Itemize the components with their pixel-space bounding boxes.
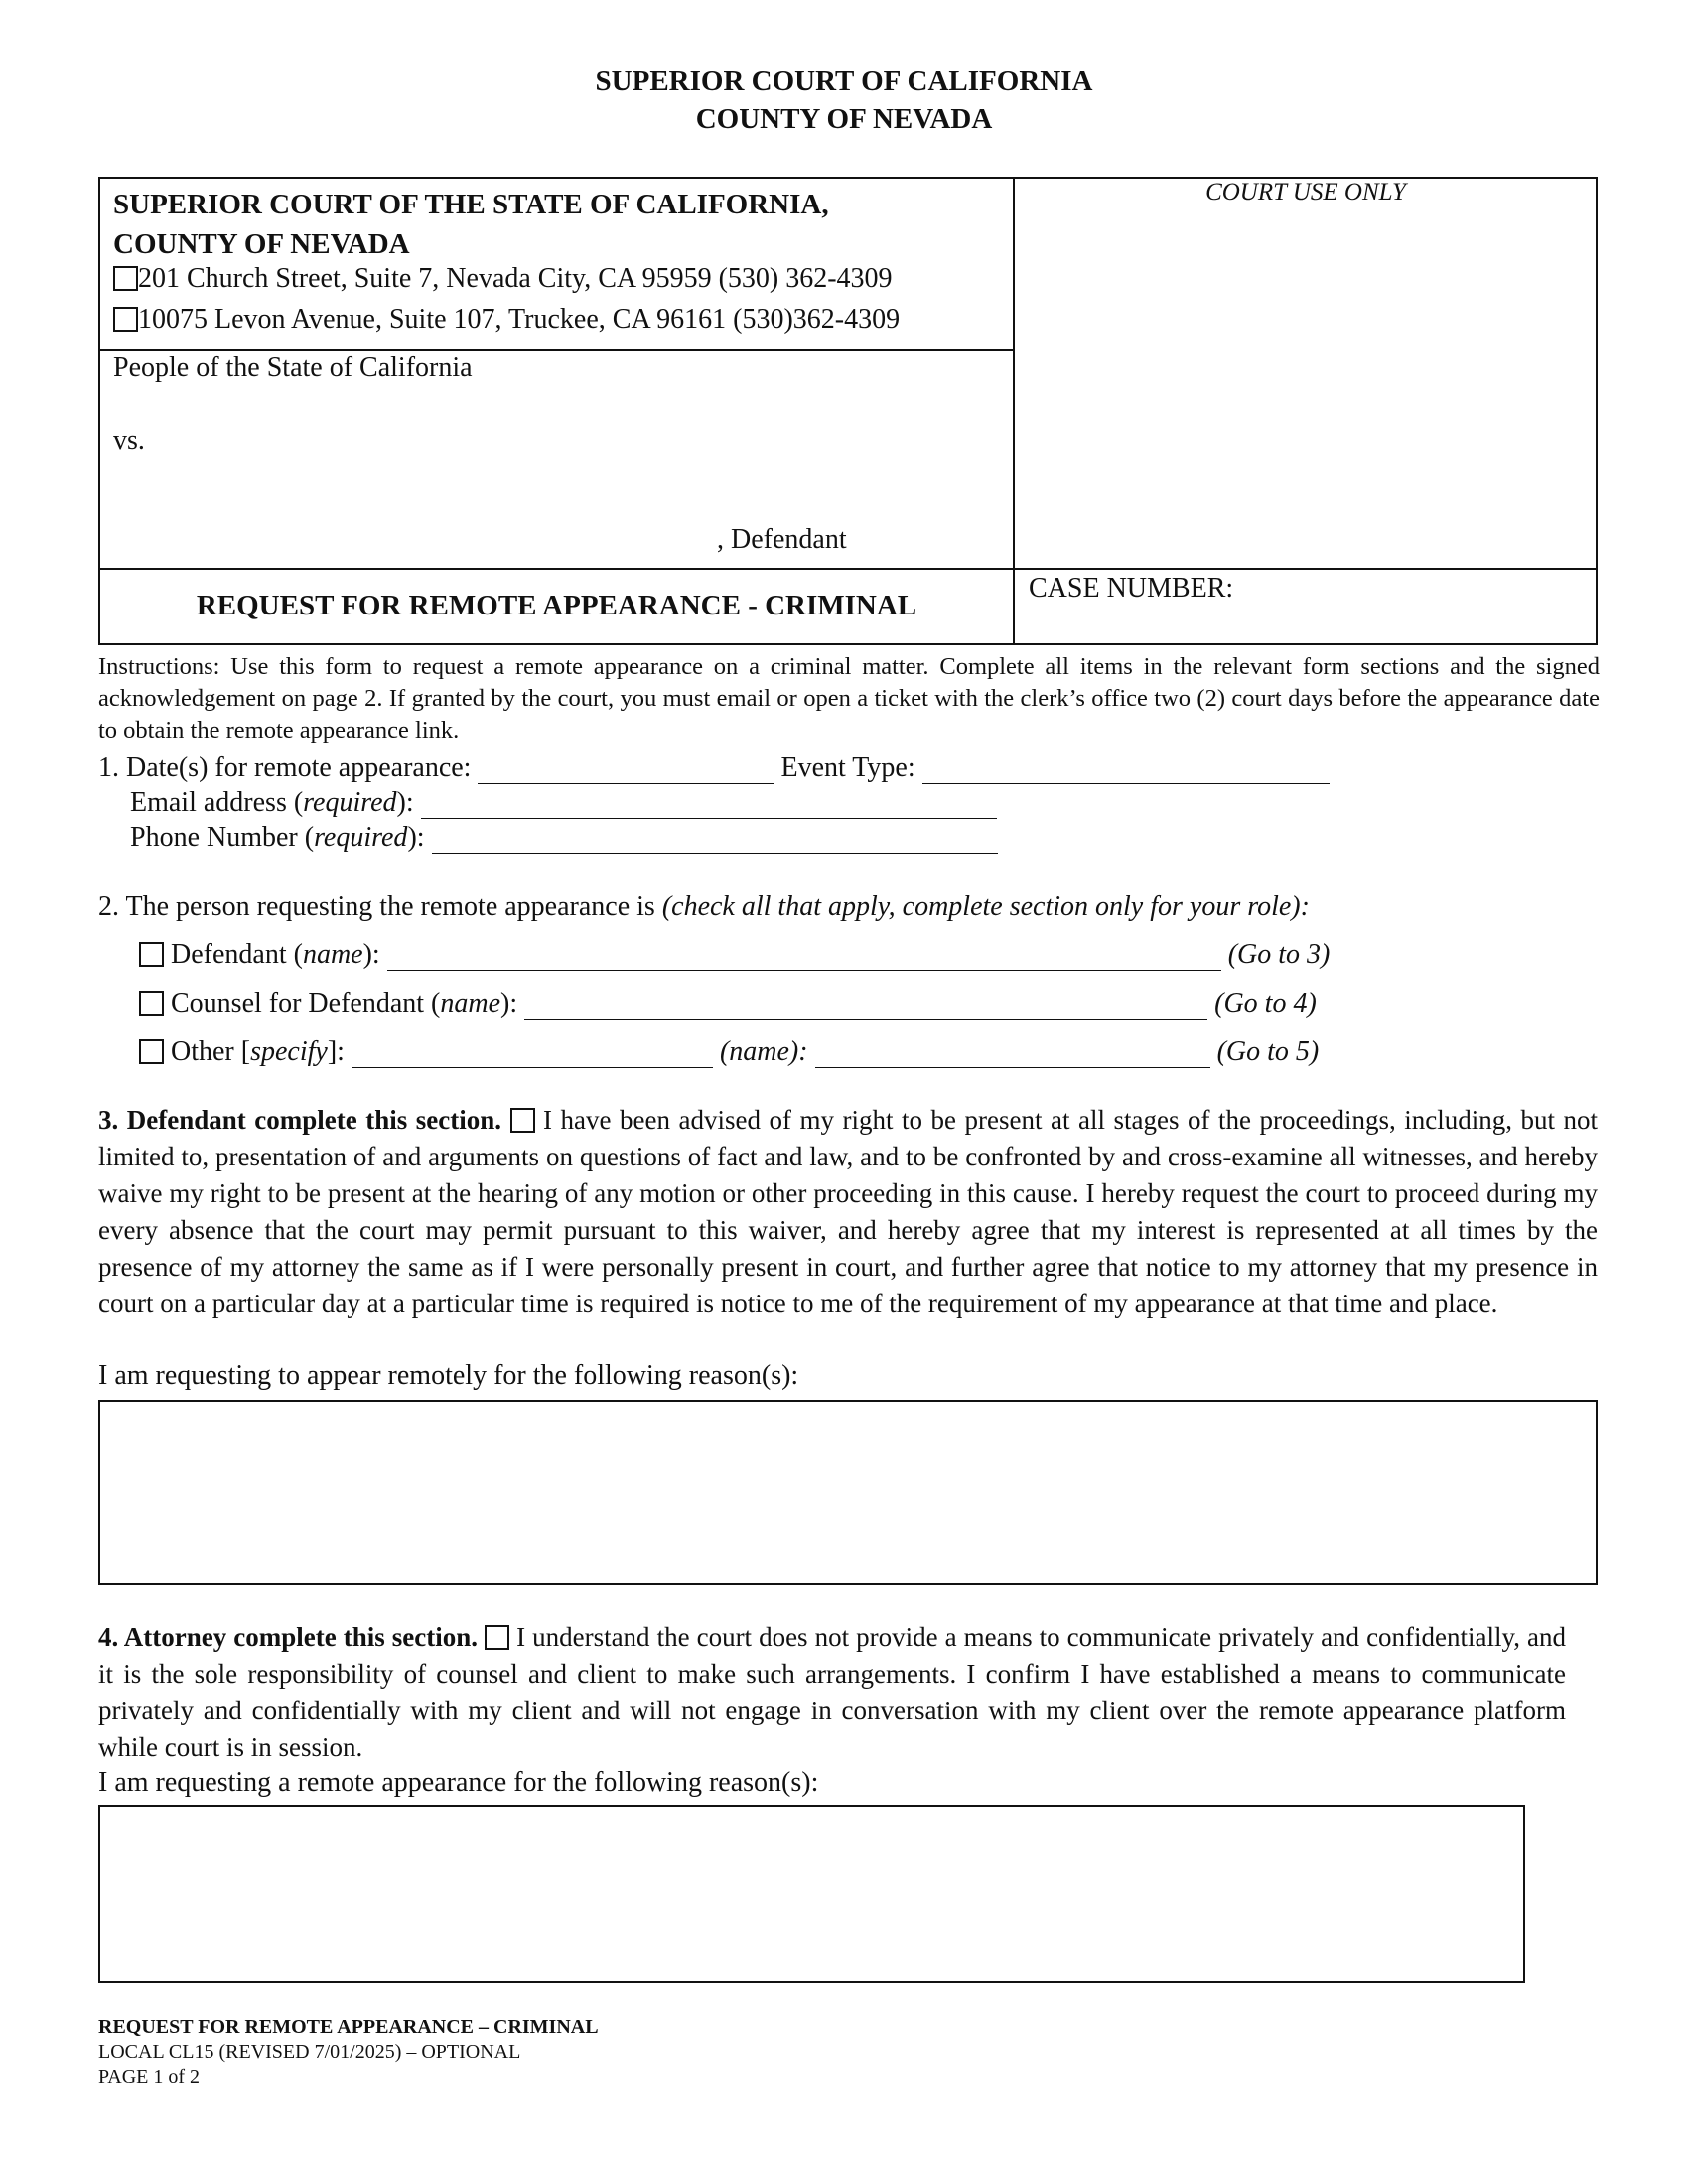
court-use-only-label: COURT USE ONLY	[1205, 179, 1406, 205]
item4-heading: 4. Attorney complete this section.	[98, 1622, 479, 1652]
role-counsel-label: Counsel for Defendant (	[171, 988, 441, 1019]
address-nevada-city: 201 Church Street, Suite 7, Nevada City, CA 95959 (530) 362-4309	[138, 263, 893, 294]
item4-attorney-checkbox[interactable]	[485, 1625, 509, 1650]
role-counsel-goto: (Go to 4)	[1214, 988, 1317, 1019]
role-defendant-checkbox[interactable]	[139, 942, 164, 967]
truckee-checkbox[interactable]	[113, 307, 138, 332]
role-defendant-name-label: name	[302, 939, 363, 970]
caption-court-divider	[98, 349, 1014, 351]
court-name-block	[113, 185, 829, 264]
item3-heading: 3. Defendant complete this section.	[98, 1105, 502, 1135]
role-defendant-label-end: ):	[362, 939, 380, 970]
defendant-suffix: , Defendant	[717, 524, 847, 555]
role-counsel-checkbox[interactable]	[139, 991, 164, 1016]
phone-required: required	[314, 822, 408, 853]
role-counsel-row	[139, 988, 1317, 1020]
role-counsel-name-label: name	[440, 988, 501, 1019]
address-row-nevada-city	[113, 263, 893, 295]
role-other-name-field[interactable]	[815, 1043, 1210, 1068]
item3-waiver-checkbox[interactable]	[510, 1108, 535, 1133]
address-truckee: 10075 Levon Avenue, Suite 107, Truckee, CA 96161 (530)362-4309	[138, 304, 901, 335]
address-row-truckee	[113, 304, 900, 336]
item4-section	[98, 1619, 1566, 1766]
item4-reason-box[interactable]	[98, 1805, 1525, 1983]
court-name-line1: SUPERIOR COURT OF THE STATE OF CALIFORNIA,	[113, 189, 829, 220]
case-number-label: CASE NUMBER:	[1029, 573, 1234, 604]
item3-section	[98, 1102, 1598, 1322]
role-other-specify-field[interactable]	[352, 1043, 713, 1068]
item2-lead	[98, 891, 1310, 923]
item4-reason-label: I am requesting a remote appearance for the following reason(s):	[98, 1767, 819, 1798]
event-type-label: Event Type:	[780, 752, 915, 783]
email-required: required	[303, 787, 397, 818]
caption-vertical-divider	[1013, 177, 1015, 645]
dates-label: 1. Date(s) for remote appearance:	[98, 752, 472, 783]
role-defendant-label: Defendant (	[171, 939, 303, 970]
nevada-city-checkbox[interactable]	[113, 266, 138, 291]
email-label-end: ):	[396, 787, 414, 818]
item3-reason-label: I am requesting to appear remotely for the following reason(s):	[98, 1360, 799, 1391]
item1-dates-row	[98, 752, 1330, 784]
footer-page-number: PAGE 1 of 2	[98, 2066, 201, 2088]
phone-label-end: ):	[407, 822, 425, 853]
event-type-field[interactable]	[922, 759, 1330, 784]
item2-lead-text: 2. The person requesting the remote appearance is	[98, 891, 662, 922]
role-other-label-end: ]:	[327, 1036, 345, 1067]
item3-reason-box[interactable]	[98, 1400, 1598, 1585]
item1-email-row	[130, 787, 997, 819]
role-defendant-goto: (Go to 3)	[1227, 939, 1331, 970]
instructions-text: Instructions: Use this form to request a remote appearance on a criminal matter. Complete all items in the relevant form sections and the signed acknowledgement on page 2. If granted by the court, you must email or open a ticket with the clerk’s office two (2) court days before the appearance date to obtain the remote appearance link.	[98, 653, 1600, 744]
court-name-line2: COUNTY OF NEVADA	[113, 228, 410, 260]
form-title: REQUEST FOR REMOTE APPEARANCE - CRIMINAL	[196, 590, 917, 621]
role-counsel-name-field[interactable]	[524, 995, 1207, 1020]
dates-field[interactable]	[478, 759, 774, 784]
role-other-name-label: (name):	[719, 1036, 808, 1067]
role-other-label: Other [	[171, 1036, 251, 1067]
page-header-line2: COUNTY OF NEVADA	[695, 103, 993, 135]
role-counsel-label-end: ):	[500, 988, 518, 1019]
plaintiff-name: People of the State of California	[113, 352, 473, 383]
item1-phone-row	[130, 822, 998, 854]
item3-waiver-text: I have been advised of my right to be present at all stages of the proceedings, including, but not limited to, presentation of and arguments on questions of fact and law, and to be confronted by and cross-examine all witnesses, and hereby waive my right to be present at the hearing of any motion or other proceeding in this cause. I hereby request the court to proceed during my every absence that the court may permit pursuant to this waiver, and hereby agree that my interest is represented at all times by the presence of my attorney the same as if I were personally present in court, and further agree that notice to my attorney that my presence in court on a particular day at a particular time is required is notice to me of the requirement of my appearance at that time and place.	[98, 1105, 1599, 1318]
page-header-line1: SUPERIOR COURT OF CALIFORNIA	[595, 66, 1093, 97]
footer-title: REQUEST FOR REMOTE APPEARANCE – CRIMINAL	[98, 2016, 599, 2038]
role-other-goto: (Go to 5)	[1216, 1036, 1320, 1067]
caption-title-divider	[98, 568, 1598, 570]
versus-label: vs.	[113, 425, 145, 456]
item4-attorney-text: I understand the court does not provide a means to communicate privately and confidentially, and it is the sole responsibility of counsel and client to make such arrangements. I confirm I have established a means to communicate privately and confidentially with my client and will not engage in conversation with my client over the remote appearance platform while court is in session.	[98, 1622, 1567, 1762]
role-other-checkbox[interactable]	[139, 1039, 164, 1064]
role-other-row	[139, 1036, 1319, 1068]
role-defendant-name-field[interactable]	[387, 946, 1221, 971]
role-defendant-row	[139, 939, 1330, 971]
item2-lead-italic: (check all that apply, complete section only for your role):	[661, 891, 1310, 922]
email-field[interactable]	[421, 794, 997, 819]
phone-field[interactable]	[432, 829, 998, 854]
phone-label: Phone Number (	[130, 822, 315, 853]
email-label: Email address (	[130, 787, 304, 818]
footer-form-id: LOCAL CL15 (REVISED 7/01/2025) – OPTIONAL	[98, 2041, 521, 2063]
role-other-specify-label: specify	[250, 1036, 328, 1067]
